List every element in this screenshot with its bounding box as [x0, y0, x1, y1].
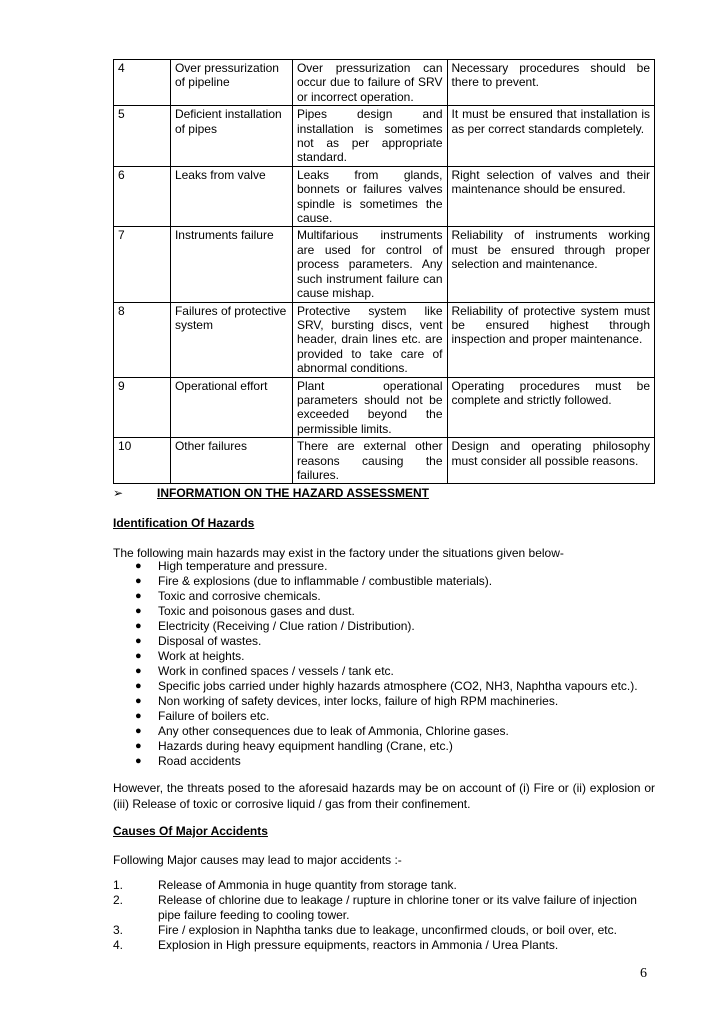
- bullet-icon: ●: [135, 590, 142, 602]
- list-item-text: Specific jobs carried under highly hazards atmosphere (CO2, NH3, Naphtha vapours etc.).: [158, 679, 638, 693]
- list-item: [113, 649, 653, 664]
- bullet-icon: ●: [135, 740, 142, 752]
- hazard-cause: Pipes design and installation is sometimes not as per appropriate standard.: [292, 106, 447, 167]
- bullet-icon: ●: [135, 635, 142, 647]
- bullet-icon: ●: [135, 605, 142, 617]
- hazard-cause: Leaks from glands, bonnets or failures valves spindle is sometimes the cause.: [292, 166, 447, 227]
- item-number: 4.: [113, 938, 124, 952]
- hazard-item: Leaks from valve: [170, 166, 292, 227]
- row-number: 6: [114, 166, 171, 227]
- hazard-item: Over pressurization of pipeline: [170, 60, 292, 106]
- causes-list: [113, 878, 655, 953]
- hazard-table-body: [114, 60, 655, 484]
- hazard-list: [113, 559, 653, 769]
- page-number: 6: [640, 966, 647, 981]
- hazard-cause: Protective system like SRV, bursting discs, vent header, drain lines etc. are provided to take care of abnormal conditions.: [292, 302, 447, 377]
- table-row: [114, 60, 655, 106]
- item-number: 2.: [113, 893, 124, 907]
- item-number: 3.: [113, 923, 124, 937]
- list-item-text: Hazards during heavy equipment handling (Crane, etc.): [158, 739, 453, 753]
- list-item: [113, 923, 655, 938]
- causes-intro: Following Major causes may lead to major accidents :-: [113, 853, 402, 867]
- bullet-icon: ●: [135, 665, 142, 677]
- control-measure: It must be ensured that installation is as per correct standards completely.: [447, 106, 654, 167]
- list-item: [113, 893, 655, 923]
- bullet-icon: ●: [135, 755, 142, 767]
- list-item-text: Toxic and poisonous gases and dust.: [158, 604, 355, 618]
- identification-heading: Identification Of Hazards: [113, 516, 255, 530]
- hazard-item: Failures of protective system: [170, 302, 292, 377]
- list-item: [113, 559, 653, 574]
- list-item-text: Explosion in High pressure equipments, reactors in Ammonia / Urea Plants.: [158, 938, 559, 952]
- table-row: [114, 302, 655, 377]
- list-item-text: Failure of boilers etc.: [158, 709, 270, 723]
- bullet-icon: ●: [135, 575, 142, 587]
- control-measure: Design and operating philosophy must consider all possible reasons.: [447, 438, 654, 484]
- row-number: 5: [114, 106, 171, 167]
- list-item-text: Release of Ammonia in huge quantity from storage tank.: [158, 878, 457, 892]
- list-item-text: High temperature and pressure.: [158, 559, 328, 573]
- list-item: [113, 724, 653, 739]
- list-item-text: Fire & explosions (due to inflammable / combustible materials).: [158, 574, 493, 588]
- list-item: [113, 664, 653, 679]
- list-item-text: Any other consequences due to leak of Ammonia, Chlorine gases.: [158, 724, 509, 738]
- identification-closing: However, the threats posed to the aforesaid hazards may be on account of (i) Fire or (ii) explosion or (iii) Release of toxic or corrosive liquid / gas from their confinement.: [113, 781, 655, 811]
- list-item: [113, 739, 653, 754]
- list-item: [113, 754, 653, 769]
- table-row: [114, 438, 655, 484]
- list-item-text: Fire / explosion in Naphtha tanks due to leakage, unconfirmed clouds, or boil over, etc.: [158, 923, 617, 937]
- list-item-text: Disposal of wastes.: [158, 634, 262, 648]
- hazard-cause: Plant operational parameters should not be exceeded beyond the permissible limits.: [292, 377, 447, 438]
- list-item: [113, 938, 655, 953]
- list-item: [113, 604, 653, 619]
- list-item: [113, 574, 653, 589]
- hazard-item: Operational effort: [170, 377, 292, 438]
- causes-heading: Causes Of Major Accidents: [113, 824, 268, 838]
- bullet-icon: ●: [135, 695, 142, 707]
- list-item: [113, 679, 653, 694]
- list-item-text: Non working of safety devices, inter locks, failure of high RPM machineries.: [158, 694, 559, 708]
- control-measure: Right selection of valves and their maintenance should be ensured.: [447, 166, 654, 227]
- list-item: [113, 589, 653, 604]
- list-item: [113, 694, 653, 709]
- list-item-text: Work in confined spaces / vessels / tank etc.: [158, 664, 394, 678]
- control-measure: Reliability of protective system must be ensured highest through inspection and proper maintenance.: [447, 302, 654, 377]
- list-item-text: Release of chlorine due to leakage / rupture in chlorine toner or its valve failure of injection pipe failure feeding to cooling tower.: [158, 893, 637, 922]
- table-row: [114, 166, 655, 227]
- table-row: [114, 106, 655, 167]
- bullet-icon: ●: [135, 620, 142, 632]
- list-item: [113, 878, 655, 893]
- section-title: INFORMATION ON THE HAZARD ASSESSMENT: [157, 486, 429, 500]
- row-number: 8: [114, 302, 171, 377]
- bullet-icon: ●: [135, 680, 142, 692]
- list-item-text: Electricity (Receiving / Clue ration / Distribution).: [158, 619, 415, 633]
- hazard-cause: Over pressurization can occur due to failure of SRV or incorrect operation.: [292, 60, 447, 106]
- control-measure: Operating procedures must be complete and strictly followed.: [447, 377, 654, 438]
- bullet-icon: ●: [135, 560, 142, 572]
- control-measure: Necessary procedures should be there to prevent.: [447, 60, 654, 106]
- row-number: 7: [114, 227, 171, 302]
- hazard-item: Other failures: [170, 438, 292, 484]
- list-item: [113, 634, 653, 649]
- identification-intro: The following main hazards may exist in the factory under the situations given below-: [113, 546, 564, 560]
- list-item: [113, 619, 653, 634]
- row-number: 10: [114, 438, 171, 484]
- row-number: 4: [114, 60, 171, 106]
- arrow-bullet-icon: ➢: [113, 486, 124, 500]
- bullet-icon: ●: [135, 710, 142, 722]
- hazard-item: Instruments failure: [170, 227, 292, 302]
- section-heading: [113, 486, 429, 500]
- item-number: 1.: [113, 878, 124, 892]
- list-item-text: Toxic and corrosive chemicals.: [158, 589, 321, 603]
- table-row: [114, 377, 655, 438]
- list-item-text: Road accidents: [158, 754, 241, 768]
- hazard-cause: There are external other reasons causing the failures.: [292, 438, 447, 484]
- hazard-item: Deficient installation of pipes: [170, 106, 292, 167]
- control-measure: Reliability of instruments working must be ensured through proper selection and maintenance.: [447, 227, 654, 302]
- bullet-icon: ●: [135, 650, 142, 662]
- hazard-cause: Multifarious instruments are used for control of process parameters. Any such instrument failure can cause mishap.: [292, 227, 447, 302]
- table-row: [114, 227, 655, 302]
- hazard-table: [113, 59, 655, 484]
- row-number: 9: [114, 377, 171, 438]
- list-item: [113, 709, 653, 724]
- list-item-text: Work at heights.: [158, 649, 245, 663]
- bullet-icon: ●: [135, 725, 142, 737]
